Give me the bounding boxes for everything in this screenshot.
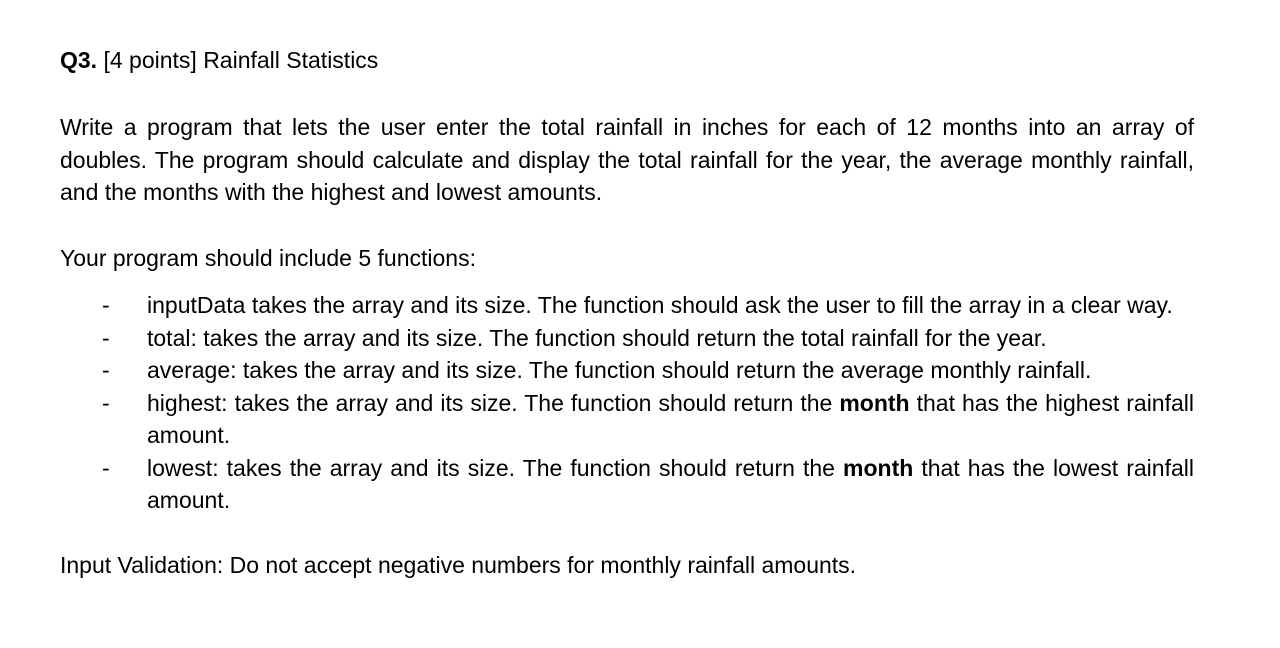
bullet-dash: - [102, 292, 110, 318]
item-bold: month [839, 389, 910, 416]
item-text: highest: takes the array and its size. The function should return the [147, 389, 840, 416]
list-item [60, 289, 1194, 322]
intro-paragraph: Write a program that lets the user enter the total rainfall in inches for each of 12 months into an array of doubles. The program should calculate and display the total rainfall for the year, the average monthly rainfall, and the months with the highest and lowest amounts. [60, 114, 1194, 205]
question-number: Q3. [60, 47, 98, 73]
list-item [60, 354, 1194, 387]
input-validation: Input Validation: Do not accept negative numbers for monthly rainfall amounts. [60, 552, 857, 578]
bullet-dash: - [102, 454, 110, 481]
bullet-dash: - [102, 324, 110, 351]
item-text-after: that has the lowest rainfall amount. [147, 454, 1194, 513]
item-text: inputData takes the array and its size. The function should ask the user to fill the array in a clear way. [147, 292, 1173, 318]
bullet-dash: - [102, 389, 110, 416]
item-text: lowest: takes the array and its size. The function should return the [147, 454, 844, 481]
item-text: total: takes the array and its size. The function should return the total rainfall for the year. [147, 324, 1047, 351]
list-item [60, 452, 1194, 517]
item-text-after: that has the highest rainfall amount. [147, 389, 1194, 448]
list-item [60, 387, 1194, 452]
item-bold: month [843, 454, 914, 481]
item-text: average: takes the array and its size. The function should return the average monthly rainfall. [147, 357, 1092, 383]
bullet-dash: - [102, 357, 110, 383]
question-heading [60, 44, 1200, 76]
function-list [60, 289, 1194, 517]
question-title: [4 points] Rainfall Statistics [97, 47, 379, 73]
list-item [60, 322, 1194, 355]
functions-lead: Your program should include 5 functions: [60, 245, 476, 271]
